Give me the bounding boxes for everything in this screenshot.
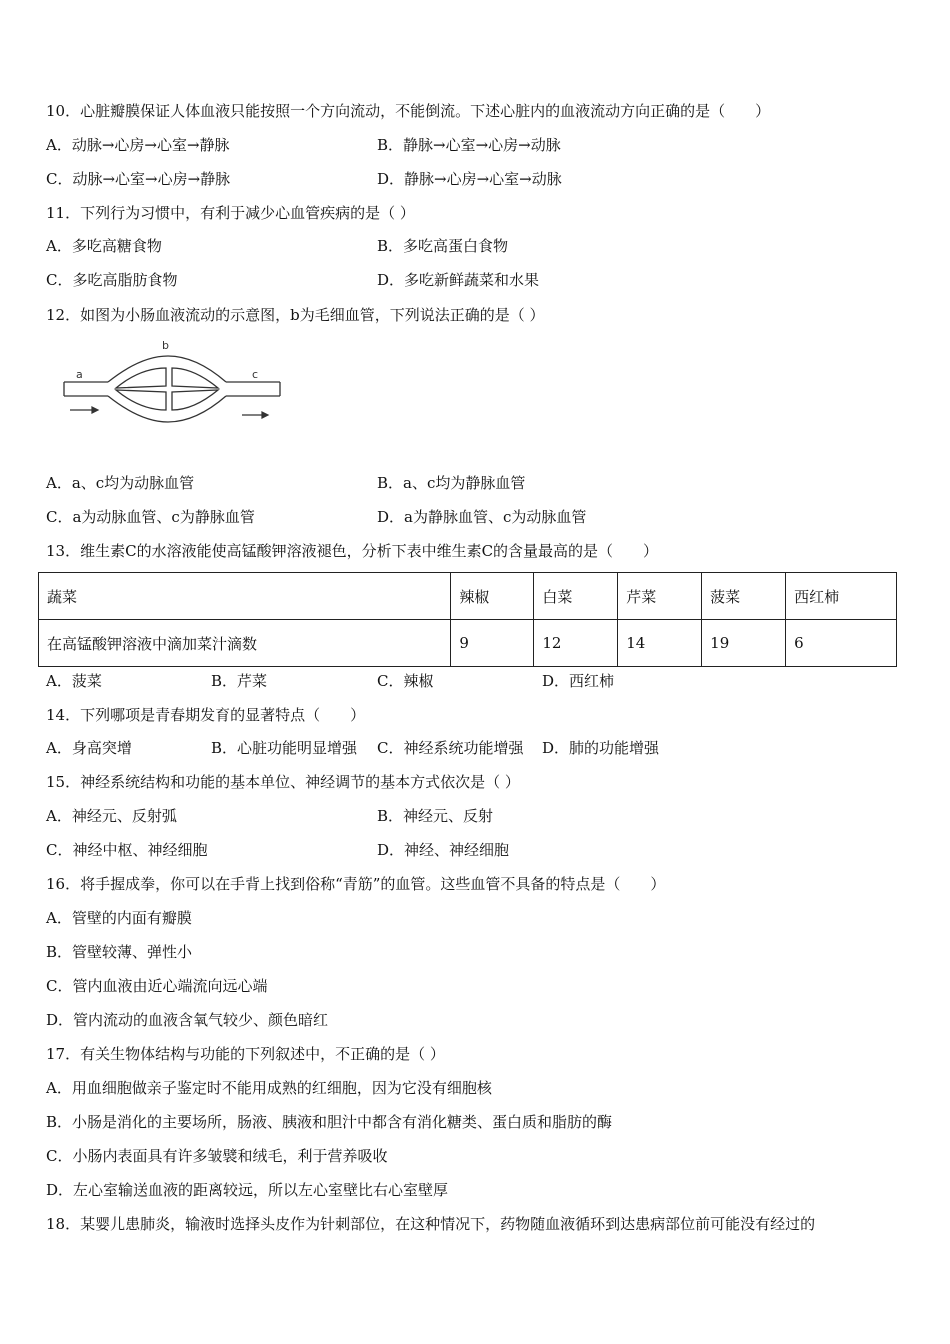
table-cell: 菠菜 [702, 573, 786, 620]
table-cell: 蔬菜 [39, 573, 451, 620]
q14-option-c: C．神经系统功能增强 [377, 739, 524, 757]
q11-option-c: C．多吃高脂肪食物 [46, 271, 178, 289]
q13-option-d: D．西红柿 [542, 672, 615, 690]
small-intestine-blood-flow-diagram [58, 338, 298, 428]
q12-stem: 12．如图为小肠血液流动的示意图，b为毛细血管，下列说法正确的是（ ） [46, 306, 545, 324]
q10-option-a: A．动脉→心房→心室→静脉 [46, 136, 230, 154]
q13-option-c: C．辣椒 [377, 672, 434, 690]
vitamin-c-table [38, 572, 897, 667]
q14-stem: 14．下列哪项是青春期发育的显著特点（ ） [46, 706, 366, 724]
q17-stem: 17．有关生物体结构与功能的下列叙述中，不正确的是（ ） [46, 1045, 445, 1063]
q13-stem: 13．维生素C的水溶液能使高锰酸钾溶液褪色，分析下表中维生素C的含量最高的是（ ） [46, 542, 659, 560]
table-cell: 在高锰酸钾溶液中滴加菜汁滴数 [39, 620, 451, 667]
q17-option-a: A．用血细胞做亲子鉴定时不能用成熟的红细胞，因为它没有细胞核 [46, 1079, 492, 1097]
q10-option-b: B．静脉→心室→心房→动脉 [377, 136, 561, 154]
q14-option-b: B．心脏功能明显增强 [211, 739, 358, 757]
table-cell: 辣椒 [451, 573, 534, 620]
table-cell: 12 [534, 620, 618, 667]
diagram-label-b: b [162, 339, 169, 352]
q15-option-b: B．神经元、反射 [377, 807, 494, 825]
q11-option-b: B．多吃高蛋白食物 [377, 237, 509, 255]
q12-option-d: D．a为静脉血管、c为动脉血管 [377, 508, 587, 526]
q15-option-a: A．神经元、反射弧 [46, 807, 177, 825]
q11-option-d: D．多吃新鲜蔬菜和水果 [377, 271, 540, 289]
q12-option-b: B．a、c均为静脉血管 [377, 474, 526, 492]
table-header-row [39, 573, 897, 620]
diagram-label-a: a [76, 368, 83, 381]
q18-stem: 18．某婴儿患肺炎，输液时选择头皮作为针刺部位，在这种情况下，药物随血液循环到达患病部位前可能没有经过的 [46, 1215, 816, 1233]
table-cell: 19 [702, 620, 786, 667]
q15-stem: 15．神经系统结构和功能的基本单位、神经调节的基本方式依次是（ ） [46, 773, 520, 791]
q16-option-d: D．管内流动的血液含氧气较少、颜色暗红 [46, 1011, 329, 1029]
q13-option-b: B．芹菜 [211, 672, 268, 690]
table-cell: 白菜 [534, 573, 618, 620]
table-cell: 6 [786, 620, 897, 667]
q17-option-c: C．小肠内表面具有许多皱襞和绒毛，利于营养吸收 [46, 1147, 388, 1165]
q15-option-d: D．神经、神经细胞 [377, 841, 510, 859]
q12-option-a: A．a、c均为动脉血管 [46, 474, 195, 492]
q16-option-b: B．管壁较薄、弹性小 [46, 943, 193, 961]
table-cell: 芹菜 [618, 573, 702, 620]
q10-option-d: D．静脉→心房→心室→动脉 [377, 170, 562, 188]
table-cell: 9 [451, 620, 534, 667]
q15-option-c: C．神经中枢、神经细胞 [46, 841, 208, 859]
q16-stem: 16．将手握成拳，你可以在手背上找到俗称“青筋”的血管。这些血管不具备的特点是（ ） [46, 875, 666, 893]
q12-option-c: C．a为动脉血管、c为静脉血管 [46, 508, 255, 526]
q14-option-d: D．肺的功能增强 [542, 739, 660, 757]
q10-stem: 10．心脏瓣膜保证人体血液只能按照一个方向流动，不能倒流。下述心脏内的血液流动方向正确的是（ ） [46, 102, 771, 120]
q17-option-d: D．左心室输送血液的距离较远，所以左心室壁比右心室壁厚 [46, 1181, 449, 1199]
diagram-label-c: c [252, 368, 259, 381]
q16-option-c: C．管内血液由近心端流向远心端 [46, 977, 268, 995]
q14-option-a: A．身高突增 [46, 739, 132, 757]
q10-option-c: C．动脉→心室→心房→静脉 [46, 170, 231, 188]
table-row [39, 620, 897, 667]
q17-option-b: B．小肠是消化的主要场所，肠液、胰液和胆汁中都含有消化糖类、蛋白质和脂肪的酶 [46, 1113, 613, 1131]
table-cell: 14 [618, 620, 702, 667]
q11-stem: 11．下列行为习惯中，有利于减少心血管疾病的是（ ） [46, 204, 415, 222]
q16-option-a: A．管壁的内面有瓣膜 [46, 909, 192, 927]
q11-option-a: A．多吃高糖食物 [46, 237, 162, 255]
q13-option-a: A．菠菜 [46, 672, 102, 690]
table-cell: 西红柿 [786, 573, 897, 620]
